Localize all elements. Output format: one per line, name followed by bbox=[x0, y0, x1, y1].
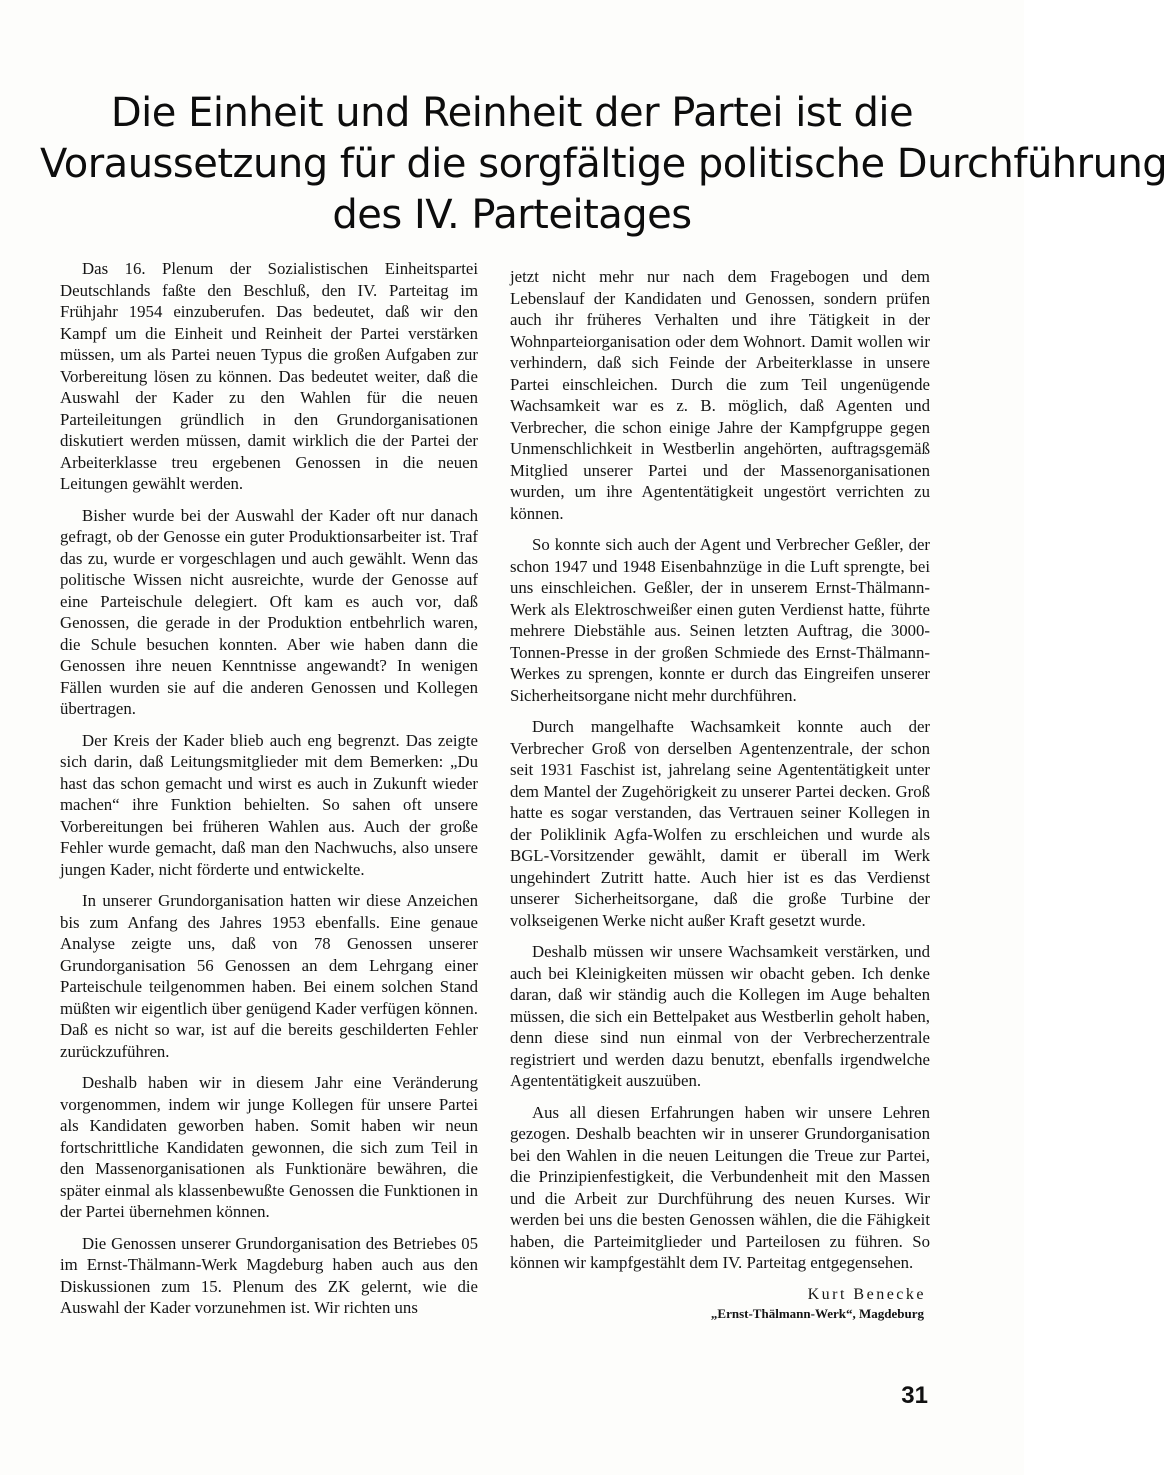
author-name: Kurt Benecke bbox=[807, 1285, 926, 1303]
paragraph-continued: jetzt nicht mehr nur nach dem Fragebogen und dem Lebenslauf der Kandidaten und Genossen, sondern prüfen auch ihr früheres Verhalten und ihre Tätigkeit in der Wohnparteiorganisation oder dem Wohnort. Damit wollen wir verhindern, daß sich Feinde der Arbeiterklasse in unsere Partei einschleichen. Durch die zum Teil ungenügende Wachsamkeit war es z. B. möglich, daß Agenten und Verbrecher, die schon einige Jahre der Kampfgruppe gegen Unmenschlichkeit in Westberlin angehörten, auftragsgemäß Mitglied unserer Partei und der Massenorganisationen wurden, um ihre Agententätigkeit ungestört verrichten zu können. bbox=[510, 267, 930, 523]
paragraph: Durch mangelhafte Wachsamkeit konnte auch der Verbrecher Groß von derselben Agentenzentrale, der schon seit 1931 Faschist ist, jahrelang seine Agententätigkeit unter dem Mantel der Zugehörigkeit zu unserer Partei decken. Groß hatte es sogar verstanden, das Vertrauen seiner Kollegen in der Poliklinik Agfa-Wolfen zu erschleichen und wurde als BGL-Vorsitzender gewählt, damit er überall im Werk ungehindert Zutritt hatte. Auch hier ist es das Verdienst unserer Sicherheitsorgane, daß die große Turbine der volkseigenen Werke nicht außer Kraft gesetzt wurde. bbox=[510, 717, 930, 930]
left-column bbox=[60, 258, 478, 1329]
paragraph: So konnte sich auch der Agent und Verbrecher Geßler, der schon 1947 und 1948 Eisenbahnzüge in die Luft sprengte, bei uns einschleichen. Geßler, der in unserem Ernst-Thälmann-Werk als Elektroschweißer einen guten Verdienst hatte, führte mehrere Diebstähle aus. Seinen letzten Auftrag, die 3000-Tonnen-Presse in der großen Schmiede des Ernst-Thälmann-Werkes zu sprengen, konnte er durch das Eingreifen unserer Sicherheitsorgane nicht mehr durchführen. bbox=[510, 535, 930, 705]
paragraph: Aus all diesen Erfahrungen haben wir unsere Lehren gezogen. Deshalb beachten wir in unserer Grundorganisation bei den Wahlen in die neuen Leitungen die Treue zur Partei, die Prinzipienfestigkeit, die Verbundenheit mit den Massen und die Arbeit zur Durchführung des neuen Kurses. Wir werden bei uns die besten Genossen wählen, die die Fähigkeit haben, die Parteimitglieder und Parteilosen zu führen. So können wir kampfgestählt dem IV. Parteitag entgegensehen. bbox=[510, 1102, 930, 1272]
article-title bbox=[40, 88, 1167, 241]
paragraph: Die Genossen unserer Grundorganisation des Betriebes 05 im Ernst-Thälmann-Werk Magdeburg haben auch aus den Diskussionen zum 15. Plenum des ZK gelernt, wie die Auswahl der Kader vorzunehmen ist. Wir richten uns bbox=[60, 1233, 478, 1317]
paragraph: Der Kreis der Kader blieb auch eng begrenzt. Das zeigte sich darin, daß Leitungsmitglieder mit dem Bemerken: „Du hast das schon gemacht und wirst es auch in Zukunft wieder machen“ ihre Funktion behielten. So sahen oft unsere Vorbereitungen bei früheren Wahlen aus. Auch der große Fehler wurde gemacht, daß man den Nachwuchs, also unsere jungen Kader, nicht förderte und entwickelte. bbox=[60, 730, 478, 879]
right-column bbox=[510, 266, 930, 1323]
signature bbox=[510, 1284, 930, 1323]
paragraph: Das 16. Plenum der Sozialistischen Einheitspartei Deutschlands faßte den Beschluß, den IV. Parteitag im Frühjahr 1954 einzuberufen. Das bedeutet, daß wir den Kampf um die Einheit und Reinheit der Partei verstärken müssen, um als Partei neuen Typus die großen Aufgaben zur Vorbereitung lösen zu können. Das bedeutet weiter, daß die Auswahl der Kader zu den Wahlen für die neuen Parteileitungen gründlich in den Grundorganisationen diskutiert werden müssen, damit wirklich die der Partei der Arbeiterklasse treu ergebenen Genossen in die neuen Leitungen gewählt werden. bbox=[60, 259, 478, 493]
author-affiliation: „Ernst-Thälmann-Werk“, Magdeburg bbox=[710, 1305, 924, 1321]
paragraph: In unserer Grundorganisation hatten wir diese Anzeichen bis zum Anfang des Jahres 1953 ebenfalls. Eine genaue Analyse zeigte uns, daß von 78 Genossen unserer Grundorganisation 56 Genossen an dem Lehrgang einer Parteischule teilgenommen haben. Bei einem solchen Stand müßten wir eigentlich über genügend Kader verfügen können. Daß es nicht so war, ist auf die bereits geschilderten Fehler zurückzuführen. bbox=[60, 891, 478, 1061]
title-line-2: Voraussetzung für die sorgfältige politische Durchführung bbox=[40, 141, 1167, 187]
title-line-3: des IV. Parteitages bbox=[332, 192, 692, 238]
title-line-1: Die Einheit und Reinheit der Partei ist die bbox=[110, 90, 914, 136]
paragraph: Bisher wurde bei der Auswahl der Kader oft nur danach gefragt, ob der Genosse ein guter Produktionsarbeiter ist. Traf das zu, wurde er vorgeschlagen und auch gewählt. Wenn das politische Wissen nicht ausreichte, wurde der Genosse auf eine Parteischule delegiert. Oft kam es auch vor, daß Genossen, die gerade in der Produktion entbehrlich waren, die Schule besuchen konnten. Aber wie haben dann die Genossen ihre neuen Kenntnisse angewandt? In wenigen Fällen wurden sie auf die anderen Genossen und Kollegen übertragen. bbox=[60, 505, 478, 718]
page-number: 31 bbox=[901, 1382, 928, 1409]
paragraph: Deshalb müssen wir unsere Wachsamkeit verstärken, und auch bei Kleinigkeiten müssen wir obacht geben. Ich denke daran, daß wir ständig auch die Kollegen im Auge behalten müssen, die sich ein Bettelpaket aus Westberlin geholt haben, denn diese sind nun einmal von der Verbrecherzentrale registriert und werden dazu benutzt, ebenfalls irgendwelche Agententätigkeit auszuüben. bbox=[510, 942, 930, 1090]
paragraph: Deshalb haben wir in diesem Jahr eine Veränderung vorgenommen, indem wir junge Kollegen für unsere Partei als Kandidaten geworben haben. Somit haben wir neun fortschrittliche Kandidaten gewonnen, die sich zum Teil in den Massenorganisationen als Funktionäre bewähren, die später einmal als klassenbewußte Genossen die Funktionen in der Partei übernehmen können. bbox=[60, 1073, 478, 1221]
